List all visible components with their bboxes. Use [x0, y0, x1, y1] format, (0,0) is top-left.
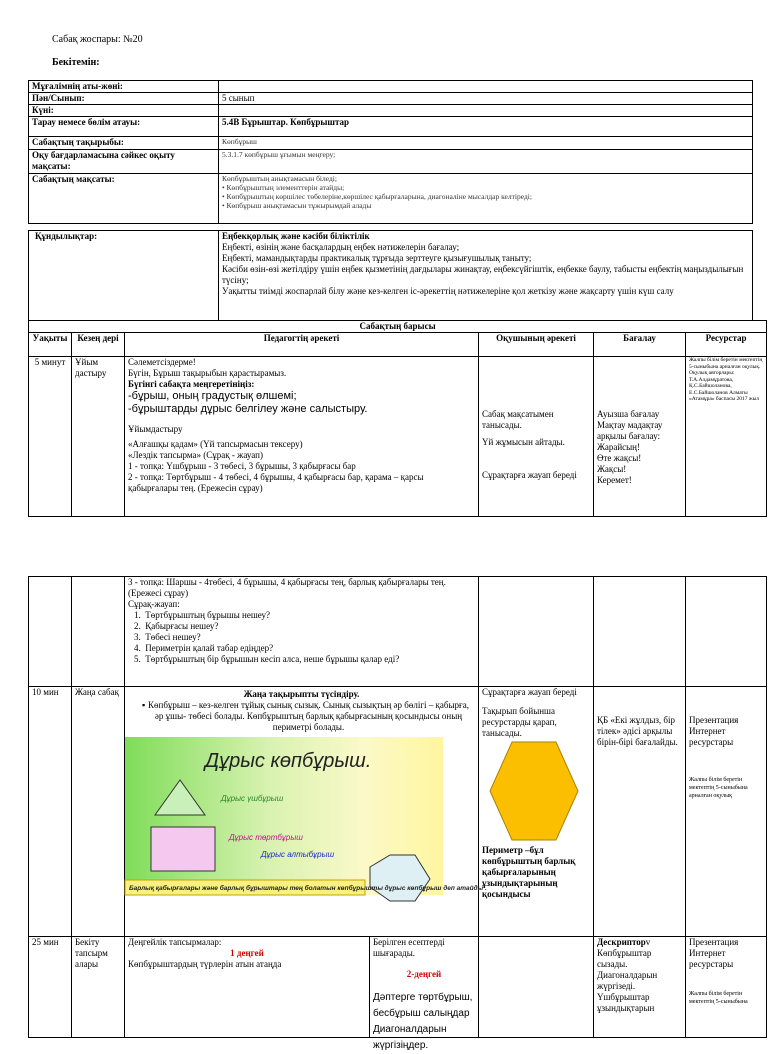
assessment-line: Мақтау мадақтау арқылы бағалау:: [597, 420, 663, 441]
level2-task: Дәптерге төртбұрыш, бесбұрыш салыңдар Диагоналдарын жүргізіңдер.: [373, 992, 473, 1051]
descriptor-text: Көпбұрыштар сызады. Диагоналдарын жүргізеді.: [597, 948, 658, 991]
question-item: 2. Қабырғасы нешеу?: [134, 621, 219, 631]
student-text: Тақырып бойынша ресурстарды қарап, танысады.: [482, 706, 557, 738]
descriptor-mark: v: [645, 937, 651, 947]
column-header: Ресурстар: [686, 333, 767, 357]
slide-footer: Барлық қабырғалары және барлық бұрыштары тең болатын көпбұрышты дұрыс көпбұрыш деп атайды .: [129, 885, 487, 892]
definition-bullet: [128, 700, 475, 733]
goals-label: Сабақтың мақсаты:: [29, 174, 219, 224]
info-value: Көпбұрыш: [219, 137, 753, 150]
level1-label: 1 деңгей: [230, 948, 264, 958]
info-value: [219, 105, 753, 117]
values-line: Кәсіби өзін-өзі жетілдіру үшін еңбек қызметінің дағдылары жинақтау, еңбексүйгіштік, еңбекке баулу, табысты еңбектің маңыздылығын түсіну;: [222, 264, 744, 285]
new-topic-title: Жаңа тақырыпты түсіндіру.: [243, 689, 360, 699]
info-label: Пән/Сынып:: [29, 93, 219, 105]
goal-line: • Көпбұрыштың көршілес төбелеріне,көршілес қабырғаларына, диагоналіне мысалдар келтіреді;: [222, 192, 532, 201]
resources-small: Жалпы білім беретін мектептің 5-сыныбына: [689, 991, 748, 1005]
hexagon-figure: [486, 739, 582, 843]
level1-column: [125, 937, 370, 1037]
level2-label: 2-деңгей: [406, 969, 442, 979]
step-item: «Лездік тапсырма» (Сұрақ - жауап): [128, 450, 263, 460]
greeting: Сәлеметсіздерме!: [128, 357, 196, 367]
student-text: Үй жұмысын айтады.: [482, 437, 565, 447]
resources-small: Жалпы білім беретін мектептің 5-сыныбына арналған оқулық: [689, 777, 748, 799]
column-header: Кезең дері: [72, 333, 125, 357]
question-item: 3. Төбесі нешеу?: [134, 632, 201, 642]
group-task: 1 - топқа: Үшбұрыш - 3 төбесі, 3 бұрышы, 3 қабырғасы бар: [128, 461, 356, 471]
student-text: Сұрақтарға жауап береді: [482, 470, 577, 480]
assessment-line: Ауызша бағалау: [597, 409, 660, 419]
student-text: Сұрақтарға жауап береді: [482, 687, 577, 697]
hexagon-label: Дұрыс алтыбұрыш: [261, 850, 335, 859]
given-tasks: Берілген есептерді шығарады.: [373, 937, 445, 958]
descriptor-title: Дескриптор: [597, 937, 646, 947]
assessment-line: Жарайсың!: [597, 442, 641, 452]
values-table: [28, 230, 753, 321]
perimeter-definition: Периметр –бұл көпбұрыштың барлық қабырғаларының ұзындықтарының қосындысы: [482, 845, 576, 899]
row-stage: Ұйым дастыру: [72, 357, 125, 517]
today-topic: Бүгін, Бұрыш тақырыбын қарастырамыз.: [128, 368, 287, 378]
info-value: [219, 81, 753, 93]
descriptor: [594, 937, 686, 1038]
info-label: Сабақтың тақырыбы:: [29, 137, 219, 150]
descriptor-text: Үшбұрыштар ұзындықтарын: [597, 992, 655, 1013]
info-table: [28, 80, 753, 224]
assessment: [594, 687, 686, 937]
slide-title: Дұрыс көпбұрыш.: [205, 750, 372, 772]
square-shape: [151, 827, 215, 871]
row-stage: Бекіту тапсырм алары: [72, 937, 125, 1038]
column-header: Оқушының әрекеті: [479, 333, 594, 357]
values-line: Еңбекті, мамандықтарды практикалық тұрғыда зерттеуге қызығушылық таныту;: [222, 253, 532, 263]
bullet-icon: ▪: [142, 700, 146, 710]
resources: Жалпы білім беретін мектептің 5-сыныбына арналған оқулық. Оқулық авторлары: Т.А.Алдамұратова, Қ.С.Байшоланова, Е.С.Байшоланов Алматы «Атамұра» баспасы 2017 жыл: [686, 357, 767, 517]
teacher-activity: [125, 357, 479, 517]
step-item: «Алғашқы қадам» (Үй тапсырмасын тексеру): [128, 439, 303, 449]
level1-task: Көпбұрыштардың түрлерін атын атаңда: [128, 959, 282, 969]
column-header: Бағалау: [594, 333, 686, 357]
row-time: 10 мин: [29, 687, 72, 937]
question-item: 4. Периметрін қалай табар едіңдер?: [134, 643, 274, 653]
values-label: Құндылықтар:: [29, 231, 219, 321]
info-value: 5 сынып: [219, 93, 753, 105]
values-line: Еңбекті, өзінің және басқалардың еңбек нәтижелерін бағалау;: [222, 242, 460, 252]
qa-content: [125, 577, 479, 687]
assessment-text: ҚБ «Екі жұлдыз, бір тілек» әдісі арқылы бірін-бірі бағалайды.: [597, 715, 678, 747]
info-label: Мұғалімнің аты-жөні:: [29, 81, 219, 93]
resources-main: Презентация Интернет ресурстары: [689, 715, 739, 747]
assessment-line: Өте жақсы!: [597, 453, 642, 463]
progress-table-continued: [28, 576, 767, 1051]
level-tasks: [125, 937, 479, 1051]
goal-heading: Бүгінгі сабақта меңгеретініңіз:: [128, 379, 255, 389]
goal-item: -бұрыш, оның градустық өлшемі;: [128, 390, 297, 402]
student-text: Сабақ мақсатымен танысады.: [482, 409, 554, 430]
info-value: 5.4В Бұрыштар. Көпбұрыштар: [219, 117, 753, 137]
square-label: Дұрыс төртбұрыш: [229, 833, 303, 842]
new-topic-content: [125, 687, 487, 937]
goal-item: -бұрыштарды дұрыс белгілеу және салыстыру.: [128, 403, 368, 415]
triangle-label: Дұрыс үшбұрыш: [221, 794, 284, 803]
goal-line: • Көпбұрыштың элементтерін атайды;: [222, 183, 345, 192]
row-stage: Жаңа сабақ: [72, 687, 125, 937]
lesson-plan-number: Сабақ жоспары: №20: [52, 34, 143, 45]
qa-label: Сұрақ-жауап:: [128, 599, 180, 609]
progress-title: Сабақтың барысы: [29, 321, 767, 333]
student-activity: [479, 357, 594, 517]
resources: [686, 937, 767, 1038]
info-value: 5.3.1.7 көпбұрыш ұғымын меңгеру;: [219, 150, 753, 174]
regular-polygon-slide: [125, 737, 487, 895]
goal-line: Көпбұрыштың анықтамасын біледі;: [222, 174, 337, 183]
values-heading: Еңбекқорлық және кәсіби біліктілік: [222, 231, 370, 241]
definition-text: Көпбұрыш – кез-келген тұйық сынық сызық. Сынық сызықтың әр бөлігі – қабырға, әр ұшы- төбесі болады. Көпбұрыштың барлық қабырғасының қосындысы оның периметрі болады.: [148, 700, 469, 732]
student-activity: [479, 687, 594, 937]
org-label: Ұйымдастыру: [128, 424, 183, 434]
assessment-line: Керемет!: [597, 475, 632, 485]
values-content: [219, 231, 753, 321]
column-header: Уақыты: [29, 333, 72, 357]
values-line: Уақытты тиімді жоспарлай білу және кез-келген іс-әрекеттің нәтижелеріне қол жеткізу және жақсарту үшін күш салу: [222, 286, 674, 296]
level2-column: [370, 937, 478, 1051]
goal-line: • Көпбұрыш анықтамасын тұжырымдай алады: [222, 201, 372, 210]
column-header: Педагогтің әрекеті: [125, 333, 479, 357]
row-time: 25 мин: [29, 937, 72, 1038]
group3-task: 3 - топқа: Шаршы - 4төбесі, 4 бұрышы, 4 қабырғасы тең, барлық қабырғалары тең.(Ережесі сұрау): [128, 577, 446, 598]
info-label: Тарау немесе бөлім атауы:: [29, 117, 219, 137]
question-item: 1. Төртбұрыштың бұрышы нешеу?: [134, 610, 271, 620]
level-tasks-label: Деңгейлік тапсырмалар:: [128, 937, 222, 947]
hexagon-icon: [490, 742, 578, 840]
assessment: [594, 357, 686, 517]
row-time: 5 минут: [29, 357, 72, 517]
progress-table: [28, 320, 767, 517]
approved-label: Бекітемін:: [52, 57, 100, 68]
info-label: Оқу бағдарламасына сәйкес оқыту мақсаты:: [29, 150, 219, 174]
assessment-line: Жақсы!: [597, 464, 627, 474]
resources: [686, 687, 767, 937]
group-task: 2 - топқа: Төртбұрыш - 4 төбесі, 4 бұрышы, 4 қабырғасы бар, қарама – қарсы қабырғалары тең. (Ережесін сұрау): [128, 472, 424, 493]
goals-list: [219, 174, 753, 224]
resources-main: Презентация Интернет ресурстары: [689, 937, 739, 969]
info-label: Күні:: [29, 105, 219, 117]
question-item: 5. Төртбұрыштың бір бұрышын кесіп алса, неше бұрышы қалар еді?: [134, 654, 400, 664]
